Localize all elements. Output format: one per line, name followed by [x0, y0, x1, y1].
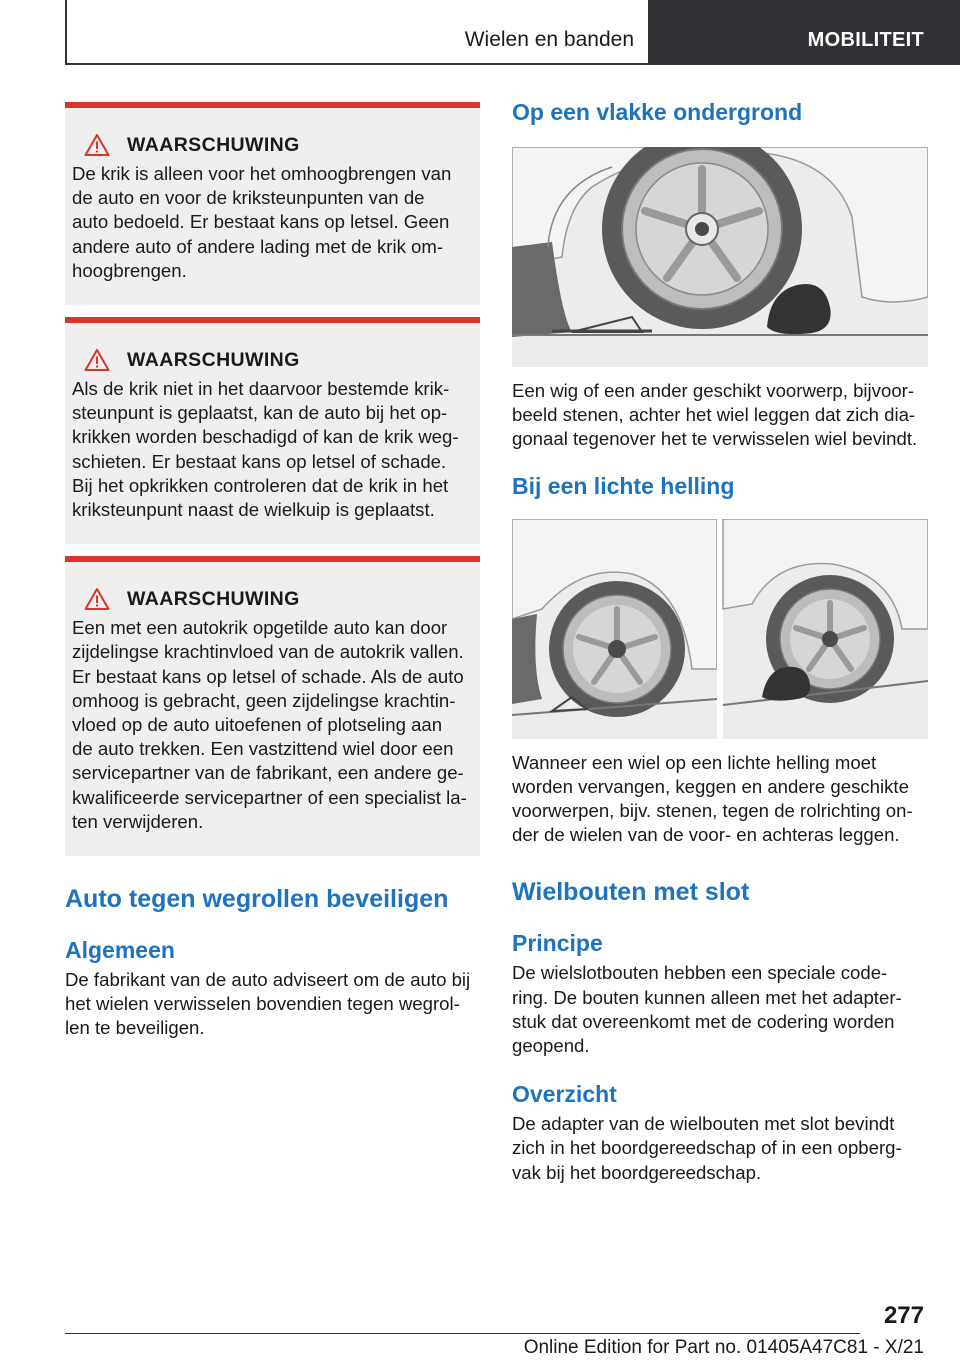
- warning-title: WAARSCHUWING: [127, 348, 300, 371]
- subheading-general: Algemeen: [65, 937, 175, 964]
- subheading-overview: Overzicht: [512, 1081, 617, 1108]
- text-line: der de wielen van de voor- en achteras leggen.: [512, 824, 900, 846]
- subheading-principle: Principe: [512, 930, 603, 957]
- text-line: De wielslotbouten hebben een speciale code-: [512, 962, 888, 984]
- text-line: worden vervangen, keggen en andere geschikte: [512, 775, 909, 797]
- warning-line: steunpunt is geplaatst, kan de auto bij het op-: [72, 402, 448, 424]
- warning-text: [72, 616, 474, 834]
- page-number: 277: [883, 1302, 924, 1329]
- section-tab: [650, 0, 960, 65]
- warning-header: [72, 108, 474, 160]
- text-line: Een wig of een ander geschikt voorwerp, bijvoor-: [512, 380, 915, 401]
- warning-line: Bij het opkrikken controleren dat de krik in het: [72, 474, 449, 496]
- subheading-flat-ground: Op een vlakke ondergrond: [512, 99, 803, 125]
- footer-divider: [65, 1333, 860, 1334]
- warning-title: WAARSCHUWING: [127, 133, 300, 156]
- warning-triangle-icon: [84, 587, 110, 611]
- text-line: geopend.: [512, 1035, 590, 1057]
- wheel-chock-slope-illustration: [512, 519, 928, 739]
- text-line: ring. De bouten kunnen alleen met het adapter-: [512, 986, 902, 1008]
- warning-line: De krik is alleen voor het omhoogbrengen van: [72, 163, 452, 184]
- warning-line: andere auto of andere lading met de krik om-: [72, 235, 444, 257]
- warning-line: kwalificeerde servicepartner of een specialist la-: [72, 786, 467, 808]
- principle-paragraph: [512, 961, 928, 1058]
- text-line: beeld stenen, achter het wiel leggen dat zich dia-: [512, 404, 916, 426]
- footer-edition: Online Edition for Part no. 01405A47C81 - X/21: [523, 1337, 924, 1358]
- flat-ground-paragraph: [512, 379, 928, 452]
- warning-box-2: [65, 317, 480, 544]
- text-line: het wielen verwisselen bovendien tegen wegrol-: [65, 993, 460, 1015]
- text-line: stuk dat overeenkomt met de codering worden: [512, 1010, 895, 1032]
- warning-text: [72, 162, 474, 283]
- header-left-border: [65, 0, 67, 64]
- slope-paragraph: [512, 751, 928, 848]
- warning-line: omhoog is gebracht, geen zijdelingse krachtin-: [72, 689, 456, 711]
- text-line: zich in het boordgereedschap of in een opberg-: [512, 1137, 902, 1159]
- warning-line: de auto en voor de kriksteunpunten van de: [72, 187, 425, 209]
- warning-line: Een met een autokrik opgetilde auto kan door: [72, 617, 448, 639]
- warning-header: [72, 323, 474, 375]
- general-paragraph: [65, 968, 480, 1041]
- text-line: De fabrikant van de auto adviseert om de auto bij: [65, 969, 471, 991]
- text-line: len te beveiligen.: [65, 1017, 205, 1039]
- slope-illustration: [512, 519, 928, 739]
- chapter-title: Wielen en banden: [464, 28, 634, 51]
- text-line: De adapter van de wielbouten met slot bevindt: [512, 1113, 895, 1135]
- warning-line: kriksteunpunt naast de wielkuip is geplaatst.: [72, 499, 435, 521]
- warning-line: ten verwijderen.: [72, 810, 204, 832]
- text-line: Wanneer een wiel op een lichte helling moet: [512, 751, 877, 773]
- section-label: MOBILITEIT: [807, 29, 924, 51]
- warning-line: servicepartner van de fabrikant, een andere ge-: [72, 762, 464, 784]
- text-line: gonaal tegenover het te verwisselen wiel bevindt.: [512, 428, 918, 450]
- warning-text: [72, 377, 474, 522]
- warning-line: krikken worden beschadigd of kan de krik weg-: [72, 426, 459, 448]
- warning-title: WAARSCHUWING: [127, 587, 300, 610]
- section-heading-roll-prevention: Auto tegen wegrollen beveiligen: [65, 885, 449, 914]
- warning-line: vloed op de auto uitoefenen of plotseling aan: [72, 714, 443, 736]
- warning-line: auto bedoeld. Er bestaat kans op letsel. Geen: [72, 211, 450, 233]
- warning-triangle-icon: [84, 348, 110, 372]
- flat-ground-illustration: [512, 147, 928, 367]
- left-column: [65, 102, 480, 1041]
- warning-box-1: [65, 102, 480, 305]
- warning-line: zijdelingse krachtinvloed van de autokrik vallen.: [72, 641, 464, 663]
- warning-box-3: [65, 556, 480, 856]
- warning-header: [72, 562, 474, 614]
- section-heading-wheel-locks: Wielbouten met slot: [512, 878, 750, 907]
- warning-line: Als de krik niet in het daarvoor bestemde krik-: [72, 378, 450, 400]
- warning-triangle-icon: [84, 133, 110, 157]
- text-line: voorwerpen, bijv. stenen, tegen de rolrichting on-: [512, 800, 913, 822]
- warning-line: Er bestaat kans op letsel of schade. Als de auto: [72, 665, 464, 687]
- warning-line: schieten. Er bestaat kans op letsel of schade.: [72, 450, 447, 472]
- text-line: vak bij het boordgereedschap.: [512, 1161, 762, 1183]
- subheading-slope: Bij een lichte helling: [512, 472, 735, 499]
- right-column: [512, 98, 928, 1185]
- header-bottom-border: [65, 63, 650, 65]
- warning-line: hoogbrengen.: [72, 259, 187, 281]
- overview-paragraph: [512, 1112, 928, 1185]
- wheel-chock-flat-illustration: [512, 147, 928, 367]
- warning-line: de auto trekken. Een vastzittend wiel door een: [72, 738, 454, 760]
